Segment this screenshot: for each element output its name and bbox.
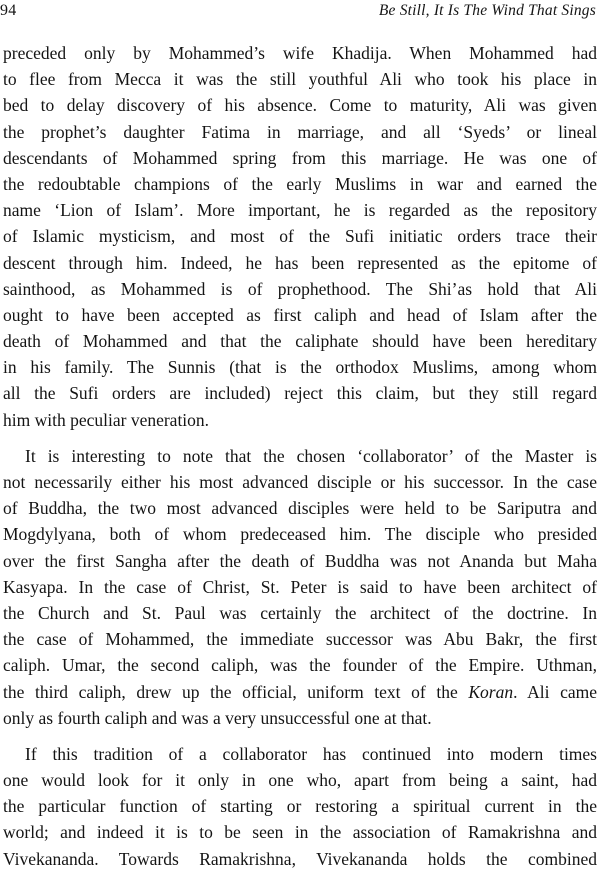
text-line: over the first Sangha after the death of Buddha was not Ananda but Maha xyxy=(3,550,597,571)
text-line: descendants of Mohammed spring from this marriage. He was one of xyxy=(3,147,597,168)
text-line: bed to delay discovery of his absence. Come to maturity, Ali was given xyxy=(3,95,597,116)
text-line: all the Sufi orders are included) reject this claim, but they still regard xyxy=(3,383,597,404)
text-run: the third caliph, drew up the official, uniform text of the xyxy=(3,681,458,702)
text-line: to flee from Mecca it was the still youthful Ali who took his place in xyxy=(3,69,597,90)
text-line: the case of Mohammed, the immediate successor was Abu Bakr, the first xyxy=(3,629,597,650)
body-text xyxy=(3,40,597,872)
text-line: one would look for it only in one who, apart from being a saint, had xyxy=(3,770,597,791)
text-line: ought to have been accepted as first caliph and head of Islam after the xyxy=(3,304,597,325)
running-head: Be Still, It Is The Wind That Sings xyxy=(378,2,596,19)
text-line: preceded only by Mohammed’s wife Khadija. When Mohammed had xyxy=(3,43,597,63)
paragraph xyxy=(3,40,597,433)
text-line: caliph. Umar, the second caliph, was the founder of the Empire. Uthman, xyxy=(3,655,597,676)
page-number: 94 xyxy=(0,2,17,19)
text-line: descent through him. Indeed, he has been represented as the epitome of xyxy=(3,252,597,273)
text-line: name ‘Lion of Islam’. More important, he is regarded as the repository xyxy=(3,200,597,221)
text-line: only as fourth caliph and was a very unsuccessful one at that. xyxy=(3,707,432,728)
text-line: It is interesting to note that the chosen ‘collaborator’ of the Master is xyxy=(25,445,597,466)
text-line: If this tradition of a collaborator has continued into modern times xyxy=(25,743,597,764)
page-header xyxy=(0,0,600,30)
text-line: the particular function of starting or restoring a spiritual current in the xyxy=(3,796,597,817)
italic-word: Koran xyxy=(468,681,514,702)
text-run: . Ali came xyxy=(513,681,597,702)
paragraph-gap xyxy=(3,433,597,443)
paragraph-gap xyxy=(3,731,597,741)
paragraph xyxy=(3,443,597,731)
text-line: the redoubtable champions of the early Muslims in war and earned the xyxy=(3,173,597,194)
text-line-with-italic xyxy=(3,679,597,705)
paragraph xyxy=(3,741,597,872)
text-line: Mogdylyana, both of whom predeceased him. The disciple who presided xyxy=(3,524,597,545)
text-line: sainthood, as Mohammed is of prophethood. The Shi’as hold that Ali xyxy=(3,278,597,299)
text-line: the prophet’s daughter Fatima in marriage, and all ‘Syeds’ or lineal xyxy=(3,121,597,142)
text-line: world; and indeed it is to be seen in the association of Ramakrishna and xyxy=(3,822,597,843)
text-line: not necessarily either his most advanced disciple or his successor. In the case xyxy=(3,472,597,492)
text-line: death of Mohammed and that the caliphate should have been hereditary xyxy=(3,331,597,352)
text-line: Kasyapa. In the case of Christ, St. Peter is said to have been architect of xyxy=(3,576,597,597)
text-line: in his family. The Sunnis (that is the orthodox Muslims, among whom xyxy=(3,357,597,378)
text-line: him with peculiar veneration. xyxy=(3,409,210,430)
text-line: the Church and St. Paul was certainly the architect of the doctrine. In xyxy=(3,602,597,623)
text-line: of Buddha, the two most advanced disciples were held to be Sariputra and xyxy=(3,498,597,519)
text-line: of Islamic mysticism, and most of the Sufi initiatic orders trace their xyxy=(3,226,597,247)
text-line: Vivekananda. Towards Ramakrishna, Vivekananda holds the combined xyxy=(3,848,597,869)
